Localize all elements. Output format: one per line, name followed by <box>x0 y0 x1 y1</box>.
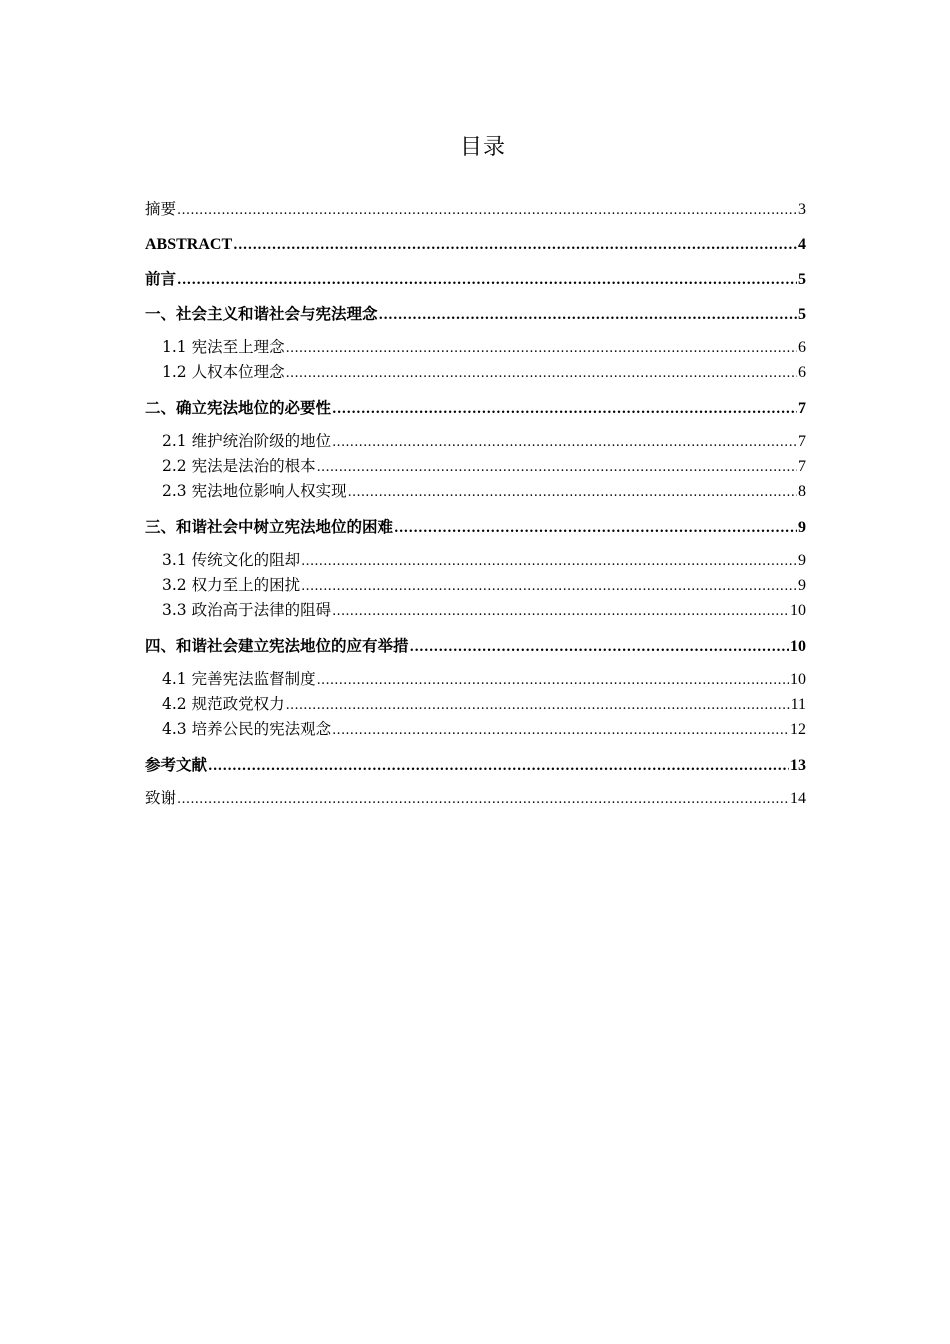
toc-dot-leader <box>332 397 797 420</box>
toc-entry-section-3-3[interactable] <box>145 598 806 623</box>
toc-dot-leader <box>286 361 797 385</box>
toc-dot-leader <box>332 718 789 742</box>
toc-page-number: 6 <box>798 339 806 356</box>
toc-dot-leader <box>332 430 797 454</box>
toc-entry-text: 2.2 宪法是法治的根本 <box>162 457 316 475</box>
toc-page-number: 12 <box>790 721 806 738</box>
toc-page-number: 9 <box>798 518 806 536</box>
toc-dot-leader <box>348 480 797 504</box>
toc-entry-text: 4.3 培养公民的宪法观念 <box>162 720 332 738</box>
toc-entry-chapter-3[interactable] <box>145 514 806 539</box>
toc-page-number: 9 <box>798 552 806 569</box>
toc-entry-acknowledgements[interactable] <box>145 786 806 811</box>
toc-entry-text: 2.1 维护统治阶级的地位 <box>162 432 332 450</box>
toc-entry-text: 2.3 宪法地位影响人权实现 <box>162 482 347 500</box>
toc-entry-text: 致谢 <box>145 789 177 807</box>
toc-dot-leader <box>301 574 797 598</box>
toc-dot-leader <box>332 599 789 623</box>
toc-page-number: 14 <box>790 790 806 807</box>
toc-dot-leader <box>317 455 797 479</box>
toc-entry-section-1-2[interactable] <box>145 360 806 385</box>
toc-entry-text: 一、社会主义和谐社会与宪法理念 <box>145 303 378 323</box>
toc-dot-leader <box>379 303 797 326</box>
table-of-contents <box>145 197 806 811</box>
toc-page-number: 13 <box>790 756 806 774</box>
toc-dot-leader <box>317 668 789 692</box>
toc-entry-section-2-1[interactable] <box>145 429 806 454</box>
toc-entry-section-2-3[interactable] <box>145 479 806 504</box>
toc-entry-section-3-2[interactable] <box>145 573 806 598</box>
toc-entry-chapter-2[interactable] <box>145 395 806 420</box>
toc-dot-leader <box>233 233 797 257</box>
toc-dot-leader <box>177 198 797 222</box>
toc-page-number: 7 <box>798 433 806 450</box>
toc-entry-text: 参考文献 <box>145 754 208 774</box>
toc-entry-preface[interactable] <box>145 266 806 291</box>
toc-entry-text: 摘要 <box>145 200 177 218</box>
toc-entry-text: 3.1 传统文化的阻却 <box>162 551 301 569</box>
toc-entry-text: 二、确立宪法地位的必要性 <box>145 397 332 417</box>
toc-entry-text: 前言 <box>145 269 177 288</box>
toc-page-number: 3 <box>798 201 806 218</box>
toc-entry-text: 4.1 完善宪法监督制度 <box>162 670 316 688</box>
toc-title: 目录 <box>459 135 506 160</box>
toc-page-number: 4 <box>798 235 806 253</box>
toc-entry-chapter-4[interactable] <box>145 633 806 658</box>
toc-page-number: 9 <box>798 577 806 594</box>
toc-page-number: 5 <box>798 305 806 323</box>
toc-page-number: 10 <box>790 637 806 655</box>
toc-dot-leader <box>177 268 797 291</box>
toc-dot-leader <box>394 516 797 539</box>
toc-entry-chapter-1[interactable] <box>145 301 806 326</box>
toc-page-number: 7 <box>798 399 806 417</box>
toc-entry-section-4-3[interactable] <box>145 717 806 742</box>
toc-page-number: 11 <box>790 696 806 713</box>
toc-entry-text: 1.1 宪法至上理念 <box>162 338 285 356</box>
toc-page-number: 10 <box>790 671 806 688</box>
toc-entry-section-1-1[interactable] <box>145 335 806 360</box>
toc-entry-text: ABSTRACT <box>145 235 233 253</box>
toc-page-number: 8 <box>798 483 806 500</box>
toc-page-number: 6 <box>798 364 806 381</box>
toc-entry-text: 四、和谐社会建立宪法地位的应有举措 <box>145 635 409 655</box>
toc-entry-text: 3.2 权力至上的困扰 <box>162 576 301 594</box>
toc-entry-text: 4.2 规范政党权力 <box>162 695 285 713</box>
toc-entry-section-2-2[interactable] <box>145 454 806 479</box>
toc-dot-leader <box>286 336 797 360</box>
toc-dot-leader <box>301 549 797 573</box>
toc-dot-leader <box>410 635 789 658</box>
toc-dot-leader <box>177 787 789 811</box>
toc-entry-section-4-1[interactable] <box>145 667 806 692</box>
toc-entry-section-4-2[interactable] <box>145 692 806 717</box>
toc-entry-section-3-1[interactable] <box>145 548 806 573</box>
toc-page-number: 10 <box>790 602 806 619</box>
toc-entry-abstract-cn[interactable] <box>145 197 806 222</box>
toc-entry-text: 1.2 人权本位理念 <box>162 363 285 381</box>
toc-entry-text: 3.3 政治高于法律的阻碍 <box>162 601 332 619</box>
toc-dot-leader <box>208 754 789 777</box>
toc-entry-abstract-en[interactable] <box>145 232 806 257</box>
toc-dot-leader <box>286 693 790 717</box>
toc-entry-text: 三、和谐社会中树立宪法地位的困难 <box>145 516 394 536</box>
toc-entry-references[interactable] <box>145 752 806 777</box>
toc-page-number: 7 <box>798 458 806 475</box>
toc-page-number: 5 <box>798 271 806 288</box>
